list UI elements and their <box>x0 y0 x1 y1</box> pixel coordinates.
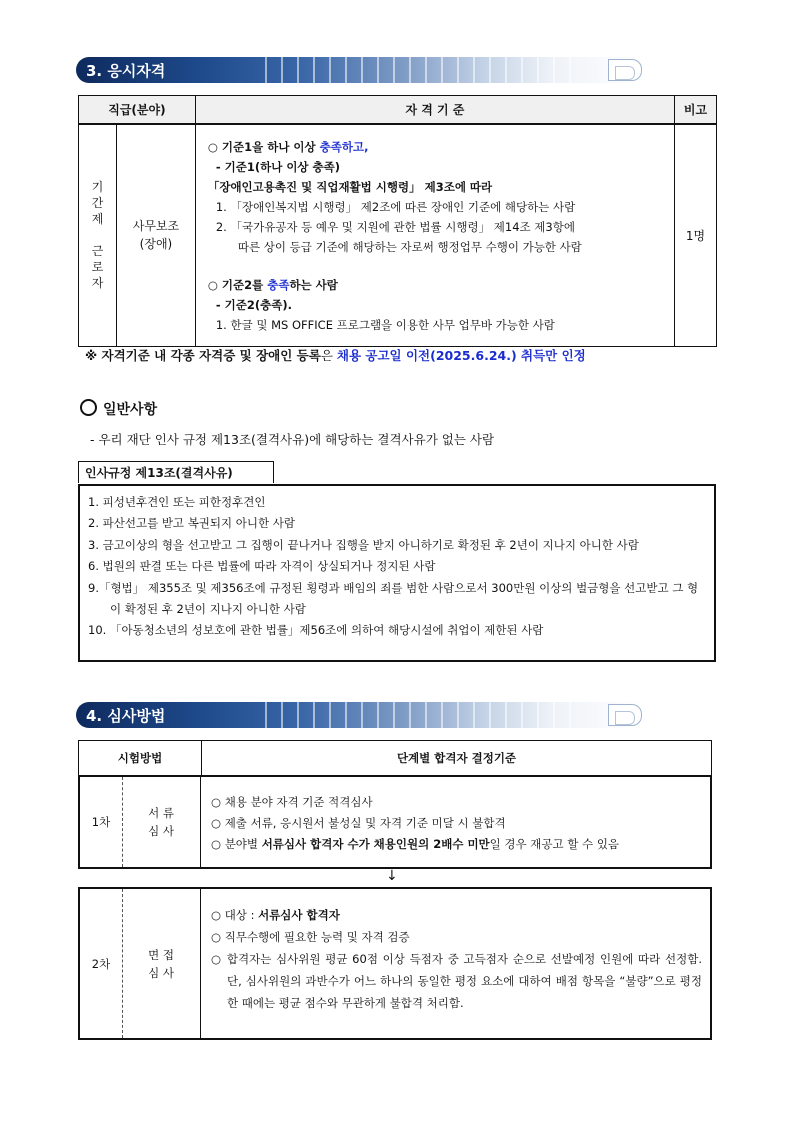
stage-2-box <box>78 887 712 1040</box>
criterion-2-item-1: 1. 한글 및 MS OFFICE 프로그램을 이용한 사무 업무바 가능한 사람 <box>215 318 555 333</box>
section-3-header <box>76 57 642 83</box>
col-header-method: 시험방법 <box>79 741 202 777</box>
criterion-1-item-2a: 2. 「국가유공자 등 예우 및 지원에 관한 법률 시행령」 제14조 제3항에 <box>215 220 575 235</box>
header-stripes <box>251 702 582 728</box>
header-endcap <box>608 59 642 81</box>
col-header-position: 직급(분야) <box>79 96 196 125</box>
criterion-2-heading: ○ 기준2를 충족하는 사람 <box>207 278 338 293</box>
col-header-note: 비고 <box>675 96 717 125</box>
criterion-1-item-1: 1. 「장애인복지법 시행령」 제2조에 따른 장애인 기준에 해당하는 사람 <box>215 200 576 215</box>
evaluation-header <box>78 740 712 777</box>
general-heading: 일반사항 <box>80 399 157 419</box>
rule-item: 10. 「아동청소년의 성보호에 관한 법률」제56조에 의하여 해당시설에 취업이 제한된 사람 <box>88 623 544 638</box>
stage-1-criteria <box>201 777 710 855</box>
col-header-standard: 단계별 합격자 결정기준 <box>202 741 712 777</box>
stage-2-item: ○ 대상 : 서류심사 합격자 <box>211 908 340 922</box>
stage-1-box <box>78 775 712 869</box>
disqualification-rules <box>78 484 716 662</box>
criterion-1-law: 「장애인고용촉진 및 직업재활법 시행령」 제3조에 따라 <box>207 180 493 195</box>
col-header-criteria: 자 격 기 준 <box>195 96 674 125</box>
rule-tab: 인사규정 제13조(결격사유) <box>78 461 274 483</box>
qualification-table <box>78 95 717 347</box>
category-cell: 기 간 제 근 로 자 <box>79 124 117 346</box>
rule-item: 2. 파산선고를 받고 복권되지 아니한 사람 <box>88 516 295 531</box>
qualification-notice: ※ 자격기준 내 각종 자격증 및 장애인 등록은 채용 공고일 이전(2025.6.24.) 취득만 인정 <box>85 348 586 363</box>
criterion-2-sub: - 기준2(충족). <box>215 298 292 313</box>
stage-1-item: ○ 분야별 서류심사 합격자 수가 채용인원의 2배수 미만일 경우 재공고 할 수 있음 <box>211 837 620 851</box>
stage-2-method: 면 접 심 사 <box>122 889 201 1038</box>
section-3-title: 3. 응시자격 <box>86 62 166 80</box>
criterion-1-item-2b: 따른 상이 등급 기준에 해당하는 자로써 행정업무 수행이 가능한 사람 <box>237 240 582 255</box>
stage-2-number: 2차 <box>80 889 123 1038</box>
headcount-cell: 1명 <box>675 124 717 346</box>
stage-2-criteria <box>201 889 710 1014</box>
circle-icon <box>80 399 97 416</box>
rule-item: 1. 피성년후견인 또는 피한정후견인 <box>88 495 266 509</box>
job-cell: 사무보조 (장애) <box>117 124 196 346</box>
stage-2-item: ○ 직무수행에 필요한 능력 및 자격 검증 <box>211 930 410 944</box>
down-arrow-icon: ↓ <box>386 868 398 884</box>
criterion-1-sub: - 기준1(하나 이상 충족) <box>215 160 341 175</box>
rule-item: 9.「형법」 제355조 및 제356조에 규정된 횡령과 배임의 죄를 범한 사람으로서 300만원 이상의 벌금형을 선고받고 그 형이 확정된 후 2년이 지나지 아니한 사람 <box>88 580 699 617</box>
section-4-title: 4. 심사방법 <box>86 707 166 725</box>
rule-item: 6. 법원의 판결 또는 다른 법률에 따라 자격이 상실되거나 정지된 사람 <box>88 559 436 574</box>
stage-1-item: ○ 채용 분야 자격 기준 적격심사 <box>211 795 373 809</box>
header-stripes <box>251 57 582 83</box>
stage-2-item: ○ 합격자는 심사위원 평균 60점 이상 득점자 중 고득점자 순으로 선발예정 인원에 따라 선정함. 단, 심사위원의 과반수가 어느 하나의 동일한 평정 요소에 대하여 배점 항목을 “불량”으로 평정한 때에는 평균 점수와 무관하게 불합격 처리함. <box>211 952 702 1010</box>
stage-1-item: ○ 제출 서류, 응시원서 불성실 및 자격 기준 미달 시 불합격 <box>211 816 506 830</box>
header-endcap <box>608 704 642 726</box>
criterion-1-heading: ○ 기준1을 하나 이상 충족하고, <box>207 140 369 155</box>
criteria-cell <box>195 124 674 346</box>
rule-item: 3. 금고이상의 형을 선고받고 그 집행이 끝나거나 집행을 받지 아니하기로 확정된 후 2년이 지나지 아니한 사람 <box>88 537 639 552</box>
general-description: - 우리 재단 인사 규정 제13조(결격사유)에 해당하는 결격사유가 없는 사람 <box>90 432 495 447</box>
section-4-header <box>76 702 642 728</box>
stage-1-number: 1차 <box>80 777 123 867</box>
stage-1-method: 서 류 심 사 <box>122 777 201 867</box>
